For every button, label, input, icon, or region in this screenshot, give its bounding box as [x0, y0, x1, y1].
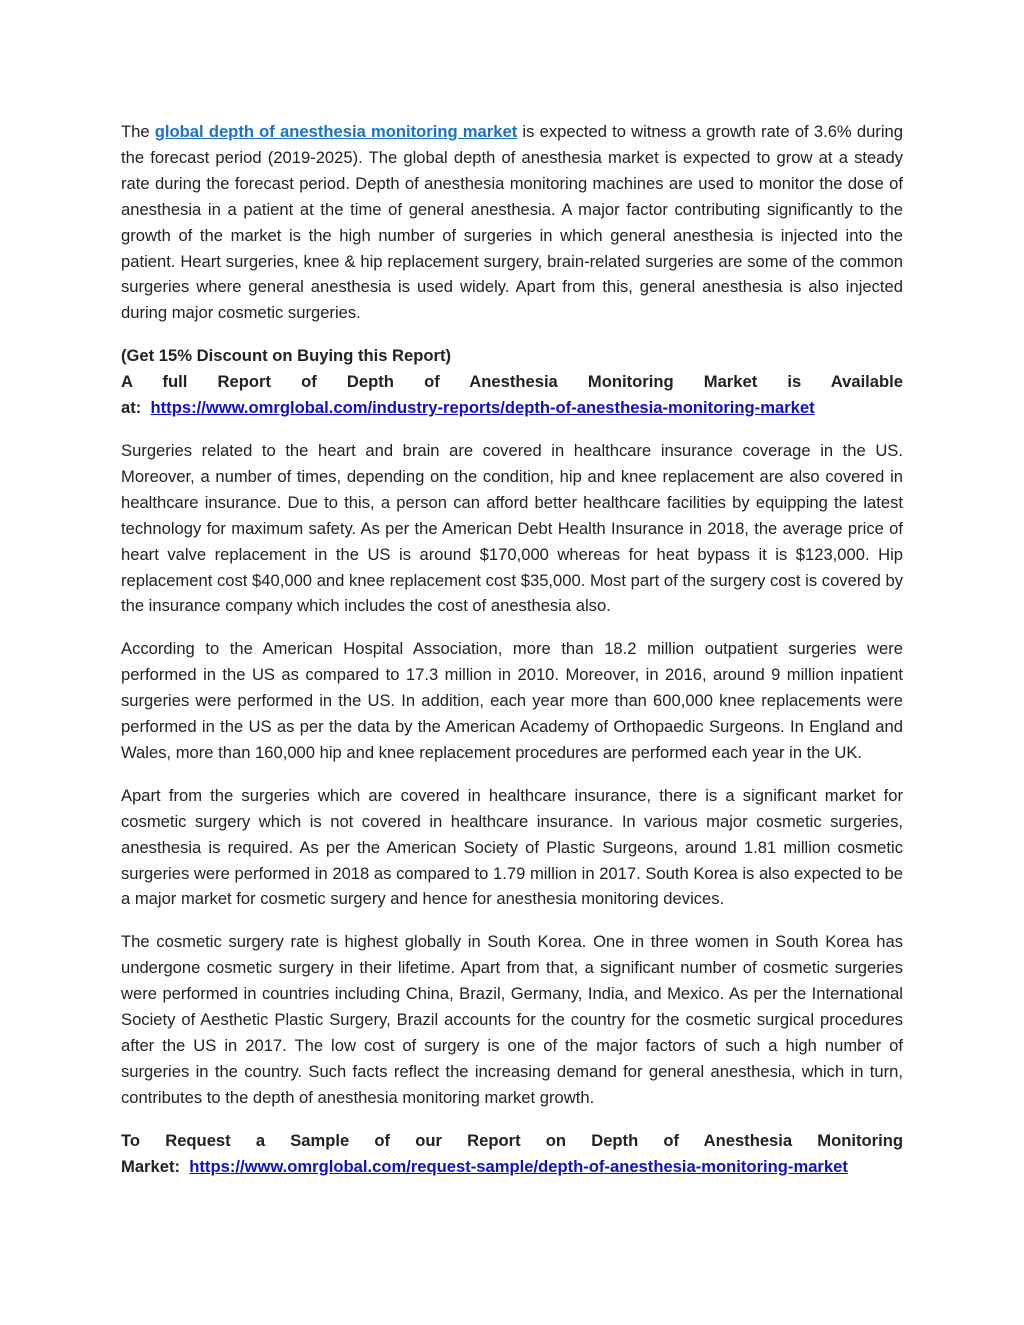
report-url-link[interactable]: https://www.omrglobal.com/industry-reports/depth-of-anesthesia-monitoring-market	[150, 398, 815, 418]
document-page	[121, 119, 903, 1180]
sample-request-line: To Request a Sample of our Report on Depth of Anesthesia Monitoring	[121, 1130, 903, 1150]
intro-lead: The	[121, 122, 150, 141]
paragraph-insurance: Surgeries related to the heart and brain are covered in healthcare insurance coverage in the US. Moreover, a number of times, depending on the condition, hip and knee replacement are also covered in healthcare insurance. Due to this, a person can afford better healthcare facilities by equipping the latest technology for maximum safety. As per the American Debt Health Insurance in 2018, the average price of heart valve replacement in the US is around $170,000 whereas for heat bypass it is $123,000. Hip replacement cost $40,000 and knee replacement cost $35,000. Most part of the surgery cost is covered by the insurance company which includes the cost of anesthesia also.	[121, 440, 903, 616]
sample-url-line	[121, 1154, 903, 1180]
paragraph-hospital-association: According to the American Hospital Association, more than 18.2 million outpatient surgeries were performed in the US as compared to 17.3 million in 2010. Moreover, in 2016, around 9 million inpatient surgeries were performed in the US. In addition, each year more than 600,000 knee replacements were performed in the US as per the data by the American Academy of Orthopaedic Surgeons. In England and Wales, more than 160,000 hip and knee replacement procedures are performed each year in the UK.	[121, 639, 903, 762]
paragraph-south-korea: The cosmetic surgery rate is highest globally in South Korea. One in three women in South Korea has undergone cosmetic surgery in their lifetime. Apart from that, a significant number of cosmetic surgeries were performed in countries including China, Brazil, Germany, India, and Mexico. As per the International Society of Aesthetic Plastic Surgery, Brazil accounts for the country for the cosmetic surgical procedures after the US in 2017. The low cost of surgery is one of the major factors of such a high number of surgeries in the country. Such facts reflect the increasing demand for general anesthesia, which in turn, contributes to the depth of anesthesia monitoring market growth.	[121, 932, 903, 1107]
report-url-line	[121, 395, 903, 421]
market-label: Market:	[121, 1156, 181, 1176]
intro-paragraph	[121, 119, 903, 326]
discount-line: (Get 15% Discount on Buying this Report)	[121, 346, 452, 366]
report-available-line: A full Report of Depth of Anesthesia Monitoring Market is Available	[121, 372, 903, 392]
sample-url-link[interactable]: https://www.omrglobal.com/request-sample/depth-of-anesthesia-monitoring-market	[189, 1156, 848, 1176]
paragraph-cosmetic-market: Apart from the surgeries which are covered in healthcare insurance, there is a significant market for cosmetic surgery which is not covered in healthcare insurance. In various major cosmetic surgeries, anesthesia is required. As per the American Society of Plastic Surgeons, around 1.81 million cosmetic surgeries were performed in 2018 as compared to 1.79 million in 2017. South Korea is also expected to be a major market for cosmetic surgery and hence for anesthesia monitoring devices.	[121, 785, 903, 909]
market-link[interactable]: global depth of anesthesia monitoring market	[154, 122, 518, 141]
at-label: at:	[121, 398, 142, 418]
intro-text: is expected to witness a growth rate of 3.6% during the forecast period (2019-2025). The global depth of anesthesia market is expected to grow at a steady rate during the forecast period. Depth of anesthesia monitoring machines are used to monitor the dose of anesthesia in a patient at the time of general anesthesia. A major factor contributing significantly to the growth of the market is the high number of surgeries in which general anesthesia is injected into the patient. Heart surgeries, knee & hip replacement surgery, brain-related surgeries are some of the common surgeries where general anesthesia is used widely. Apart from this, general anesthesia is also injected during major cosmetic surgeries.	[121, 122, 903, 323]
